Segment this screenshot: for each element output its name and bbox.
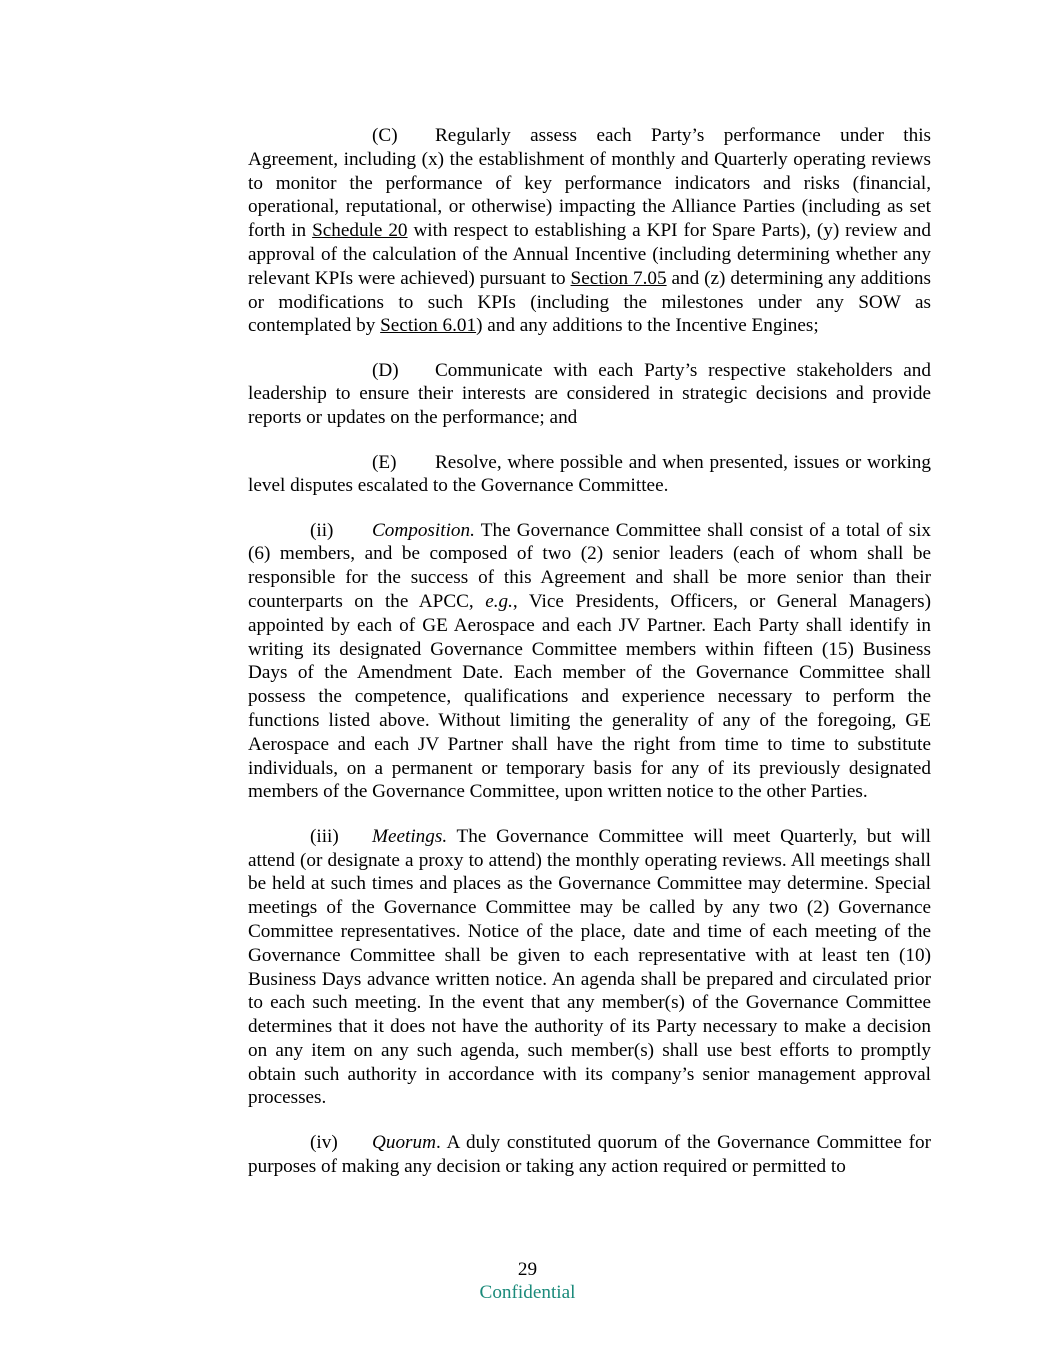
paragraph-d-label: (D) bbox=[372, 359, 399, 381]
paragraph-c-text-1: Regularly assess each Party’s performance under this Agreement, including (x) the establishment of monthly and Quarterly operating reviews to monitor the performance of key performance indicators and risks (financial, operational, reputational, or otherwise) impacting the Alliance Parties (including as set forth in bbox=[248, 125, 931, 242]
paragraph-c-label: (C) bbox=[372, 125, 398, 146]
paragraph-d-text: Communicate with each Party’s respective stakeholders and leadership to ensure their interests are considered in strategic decisions and provide reports or updates on the performance; and bbox=[248, 359, 931, 429]
meetings-heading: Meetings. bbox=[372, 825, 448, 847]
page-number: 29 bbox=[517, 1259, 538, 1280]
paragraph-ii bbox=[248, 519, 931, 805]
paragraph-iii-text: The Governance Committee will meet Quarterly, but will attend (or designate a proxy to attend) the monthly operating reviews. All meetings shall be held at such times and places as the Governance Committee may determine. Special meetings of the Governance Committee may be called by any two (2) Governance Committee representatives. Notice of the place, date and time of each meeting of the Governance Committee shall be given to each representative with at least ten (10) Business Days advance written notice. An agenda shall be prepared and circulated prior to each such meeting. In the event that any member(s) of the Governance Committee determines that it does not have the authority of its Party necessary to make a decision on any item on any such agenda, such member(s) shall use best efforts to promptly obtain such authority in accordance with its company’s senior management approval processes. bbox=[248, 825, 931, 1109]
paragraph-e bbox=[248, 451, 931, 499]
paragraph-c-text-4: ) and any additions to the Incentive Engines; bbox=[476, 315, 819, 337]
paragraph-iii bbox=[248, 825, 931, 1111]
paragraph-ii-label: (ii) bbox=[310, 519, 334, 541]
paragraph-iii-label: (iii) bbox=[310, 825, 339, 847]
paragraph-ii-text-2: , Vice Presidents, Officers, or General Managers) appointed by each of GE Aerospace and each JV Partner. Each Party shall identify in writing its designated Governance Committee members within fifteen (15) Business Days of the Amendment Date. Each member of the Governance Committee shall possess the competence, qualifications and experience necessary to perform the functions listed above. Without limiting the generality of any of the foregoing, GE Aerospace and each JV Partner shall have the right from time to time to substitute individuals, on a permanent or temporary basis for any of its previously designated members of the Governance Committee, upon written notice to the other Parties. bbox=[248, 591, 931, 803]
confidential-label: Confidential bbox=[479, 1282, 576, 1303]
paragraph-ii-text-1: The Governance Committee shall consist of a total of six (6) members, and be composed of two (2) senior leaders (each of whom shall be responsible for the success of this Agreement and shall be more senior than their counterparts on the APCC, bbox=[248, 519, 931, 613]
paragraph-d bbox=[248, 359, 931, 430]
section-7-05-reference: Section 7.05 bbox=[570, 267, 667, 289]
paragraph-c-text-2: with respect to establishing a KPI for Spare Parts), (y) review and approval of the calculation of the Annual Incentive (including determining whether any relevant KPIs were achieved) pursuant to bbox=[248, 220, 931, 289]
document-body bbox=[248, 124, 931, 1199]
paragraph-e-label: (E) bbox=[372, 451, 397, 473]
quorum-heading: Quorum bbox=[372, 1131, 436, 1153]
paragraph-c-text-3: and (z) determining any additions or modifications to such KPIs (including the milestones under any SOW as contemplated by bbox=[248, 267, 931, 337]
paragraph-iv-label: (iv) bbox=[310, 1131, 338, 1153]
paragraph-iv-text: . A duly constituted quorum of the Governance Committee for purposes of making any decision or taking any action required or permitted to bbox=[248, 1131, 931, 1177]
paragraph-iv bbox=[248, 1131, 931, 1179]
composition-heading: Composition. bbox=[372, 519, 475, 541]
schedule-20-reference: Schedule 20 bbox=[312, 220, 408, 242]
paragraph-e-text: Resolve, where possible and when presented, issues or working level disputes escalated to the Governance Committee. bbox=[248, 451, 931, 497]
eg-abbreviation: e.g. bbox=[485, 591, 513, 613]
section-6-01-reference: Section 6.01 bbox=[380, 315, 477, 337]
paragraph-c bbox=[248, 124, 931, 338]
